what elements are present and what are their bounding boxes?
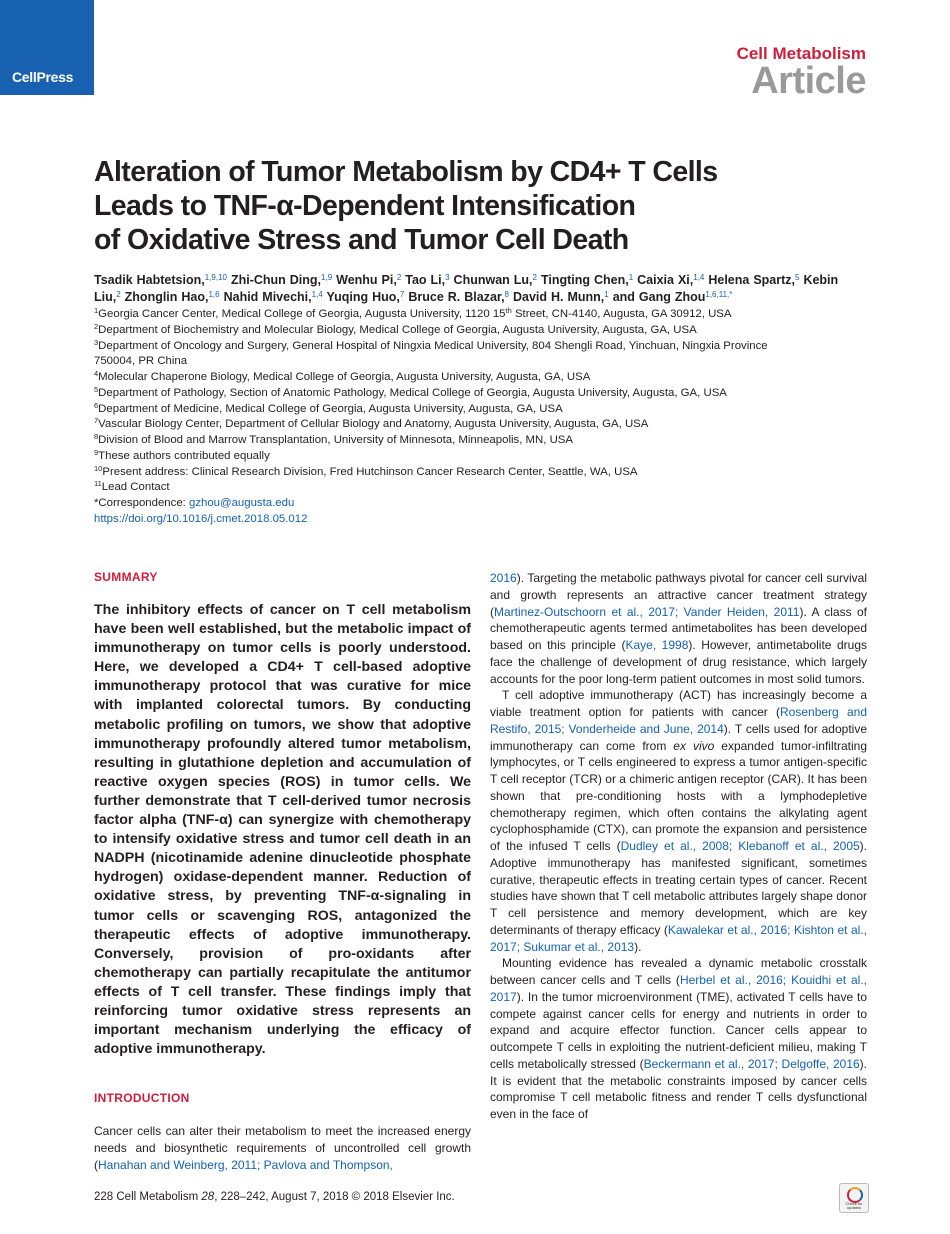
author-name: Wenhu Pi, — [336, 273, 397, 287]
author-name: Nahid Mivechi, — [223, 290, 312, 304]
affiliation: $^{10}$Present address: Clinical Research Division, Fred Hutchinson Cancer Research Center, Seattle, WA, USA — [94, 463, 638, 478]
affiliation: 750004, PR China — [94, 355, 188, 368]
author-name: Chunwan Lu, — [453, 273, 533, 287]
author-name: Helena Spartz, — [708, 273, 795, 287]
author-name: Yuqing Huo, — [326, 290, 400, 304]
author-list — [94, 272, 868, 306]
publisher-name: CellPress — [12, 69, 74, 85]
title-line: Leads to TNF-α-Dependent Intensification — [94, 190, 636, 222]
citation-link[interactable]: 2016 — [490, 571, 517, 585]
author-name: Tsadik Habtetsion, — [94, 273, 205, 287]
correspondence: *Correspondence: gzhou@augusta.edu — [94, 497, 295, 509]
affiliation: $^6$Department of Medicine, Medical College of Georgia, Augusta University, Augusta, GA, USA — [94, 400, 563, 415]
author-affiliation-marker[interactable]: 1 — [628, 273, 634, 282]
author-affiliation-marker[interactable]: 1,6,11,* — [705, 290, 733, 299]
affiliations — [94, 307, 868, 528]
paragraph: 2016). Targeting the metabolic pathways pivotal for cancer cell survival and growth represents an attractive cancer treatment strategy (Martinez-Outschoorn et al., 2017; Vander Heiden, 2011). A class of chemotherapeutic agents termed antimetabolites has been developed based on this principle (Kaye, 1998). However, antimetabolite drugs face the challenge of development of drug resistance, which largely accounts for the poor long-term patient outcomes in most solid tumors. — [490, 571, 868, 686]
citation-link[interactable]: Martinez-Outschoorn et al., 2017; Vander Heiden, 2011 — [494, 604, 800, 619]
doi — [94, 512, 868, 528]
introduction-paragraph: Cancer cells can alter their metabolism to meet the increased energy needs and biosynthetic requirements of uncontrolled cell growth (Hanahan and Weinberg, 2011; Pavlova and Thompson, — [94, 1124, 471, 1172]
author-affiliation-marker[interactable]: 1,4 — [693, 273, 705, 282]
affiliation: $^9$These authors contributed equally — [94, 447, 270, 462]
author-affiliation-marker[interactable]: 1,4 — [311, 290, 323, 299]
title-line: Alteration of Tumor Metabolism by CD4+ T Cells — [94, 156, 718, 188]
affiliation: $^7$Vascular Biology Center, Department of Cellular Biology and Anatomy, Augusta University, Augusta, GA, USA — [94, 416, 649, 431]
author-name: Caixia Xi, — [637, 273, 694, 287]
paragraph: Mounting evidence has revealed a dynamic metabolic crosstalk between cancer cells and T cells (Herbel et al., 2016; Kouidhi et al., 2017). In the tumor microenvironment (TME), activated T cells have to compete against cancer cells for energy and nutrients in order to expand and acquire effector function. Cancer cells appear to outcompete T cells in exploiting the nutrient-deficient milieu, making T cells metabolically stressed (Beckermann et al., 2017; Delgoffe, 2016). It is evident that the metabolic constraints imposed by cancer cells compromise T cell metabolic fitness and render T cells dysfunctional even in the face of — [490, 956, 868, 1121]
citation-link[interactable]: Kaye, 1998 — [625, 638, 689, 652]
badge-label: Check for updates — [845, 1201, 863, 1210]
publisher-logo — [0, 0, 94, 95]
journal-name: Cell Metabolism — [736, 44, 866, 63]
author-name: Zhonglin Hao, — [124, 290, 209, 304]
author-affiliation-marker[interactable]: 5 — [795, 273, 800, 282]
author-affiliation-marker[interactable]: 2 — [116, 290, 121, 299]
author-affiliation-marker[interactable]: 2 — [396, 273, 402, 282]
author-affiliation-marker[interactable]: 1,6 — [208, 290, 220, 299]
author-name: Kebin Liu, — [94, 273, 839, 304]
author-affiliation-marker[interactable]: 2 — [532, 273, 537, 282]
right-column — [490, 570, 867, 1123]
author-name: Bruce R. Blazar, — [408, 290, 505, 304]
author-name: Tao Li, — [405, 273, 446, 287]
citation-link[interactable]: Dudley et al., 2008; Klebanoff et al., 2005 — [620, 839, 860, 853]
citation-link[interactable]: Beckermann et al., 2017; Delgoffe, 2016 — [643, 1056, 860, 1071]
summary-text: The inhibitory effects of cancer on T cell metabolism have been well established, but the metabolic impact of immunotherapy on tumor cells is poorly understood. Here, we developed a CD4+ T cell-based adoptive immunotherapy protocol that was curative for mice with implanted colorectal tumors. By conducting metabolic profiling on tumors, we show that adoptive immunotherapy profoundly altered tumor metabolism, resulting in glutathione depletion and accumulation of reactive oxygen species (ROS) in tumor cells. We further demonstrate that T cell-derived tumor necrosis factor alpha (TNF-α) can synergize with chemotherapy to intensify oxidative stress and tumor cell death in an NADPH (nicotinamide adenine dinucleotide phosphate hydrogen) oxidase-dependent manner. Reduction of oxidative stress, by preventing TNF-α-signaling in tumor cells or scavenging ROS, antagonized the therapeutic effects of adoptive immunotherapy. Conversely, provision of pro-oxidants after chemotherapy can partially recapitulate the antitumor effects of T cell transfer. These findings imply that reinforcing tumor oxidative stress represents an important mechanism underlying the efficacy of adoptive immunotherapy. — [94, 602, 471, 1058]
paragraph: T cell adoptive immunotherapy (ACT) has increasingly become a viable treatment option for patients with cancer (Rosenberg and Restifo, 2015; Vonderheide and June, 2014). T cells used for adoptive immunotherapy can come from ex vivo expanded tumor-infiltrating lymphocytes, or T cells engineered to express a tumor antigen-specific T cell receptor (TCR) or a chimeric antigen receptor (CAR). It has been shown that pre-conditioning hosts with a lymphodepletive chemotherapy regimen, which often contains the alkylating agent cyclophosphamide (CTX), can promote the expansion and persistence of the infused T cells (Dudley et al., 2008; Klebanoff et al., 2005). Adoptive immunotherapy has manifested significant, sometimes curative, therapeutic effects in treating certain types of cancer. Recent studies have shown that T cell metabolic attributes largely shape donor T cell persistence and memory development, which are key determinants of therapy efficacy (Kawalekar et al., 2016; Kishton et al., 2017; Sukumar et al., 2013). — [490, 688, 868, 954]
affiliation: $^1$Georgia Cancer Center, Medical College of Georgia, Augusta University, 1120 15th Street, CN-4140, Augusta, GA 30912, USA — [94, 306, 732, 320]
affiliation: $^5$Department of Pathology, Section of Anatomic Pathology, Medical College of Georgia, Augusta University, Augusta, GA, USA — [94, 384, 727, 399]
citation-link[interactable]: Herbel et al., 2016; Kouidhi et al., 2017 — [490, 973, 867, 1004]
author-name: and Gang Zhou — [612, 290, 706, 304]
summary-heading: SUMMARY — [94, 570, 158, 584]
author-affiliation-marker[interactable]: 3 — [445, 273, 450, 282]
affiliation: $^{11}$Lead Contact — [94, 479, 170, 494]
citation-link[interactable]: Rosenberg and Restifo, 2015; Vonderheide and June, 2014 — [490, 705, 867, 736]
check-for-updates-button[interactable] — [839, 1183, 869, 1213]
author-affiliation-marker[interactable]: 7 — [399, 290, 405, 299]
author-affiliation-marker[interactable]: 8 — [504, 290, 509, 299]
citation-link[interactable]: Kawalekar et al., 2016; Kishton et al., 2017; Sukumar et al., 2013 — [490, 922, 867, 954]
article-type: Article — [751, 60, 866, 102]
email-link[interactable]: gzhou@augusta.edu — [188, 497, 295, 509]
introduction-heading: INTRODUCTION — [94, 1091, 190, 1105]
author-affiliation-marker[interactable]: 1 — [604, 290, 609, 299]
author-name: Zhi-Chun Ding, — [230, 273, 322, 287]
left-column — [94, 570, 471, 1172]
author-name: Tingting Chen, — [540, 273, 629, 287]
affiliation: $^4$Molecular Chaperone Biology, Medical College of Georgia, Augusta University, Augusta, GA, USA — [94, 369, 591, 383]
affiliation: $^8$Division of Blood and Marrow Transplantation, University of Minnesota, Minneapolis, MN, USA — [94, 432, 573, 446]
page-footer: 228 Cell Metabolism 28, 228–242, August 7, 2018 © 2018 Elsevier Inc. — [94, 1191, 455, 1203]
author-affiliation-marker[interactable]: 1,9,10 — [204, 273, 227, 282]
author-name: David H. Munn, — [512, 290, 605, 304]
doi-link[interactable]: https://doi.org/10.1016/j.cmet.2018.05.012 — [94, 512, 308, 525]
affiliation: $^3$Department of Oncology and Surgery, General Hospital of Ningxia Medical University, 804 Shengli Road, Yinchuan, Ningxia Province — [94, 337, 768, 352]
citation-link[interactable]: Hanahan and Weinberg, 2011; Pavlova and Thompson, — [98, 1158, 393, 1172]
title-line: of Oxidative Stress and Tumor Cell Death — [94, 224, 629, 256]
article-title — [94, 155, 834, 257]
author-affiliation-marker[interactable]: 1,9 — [321, 273, 333, 282]
affiliation: $^2$Department of Biochemistry and Molecular Biology, Medical College of Georgia, Augusta University, Augusta, GA, USA — [94, 321, 697, 336]
